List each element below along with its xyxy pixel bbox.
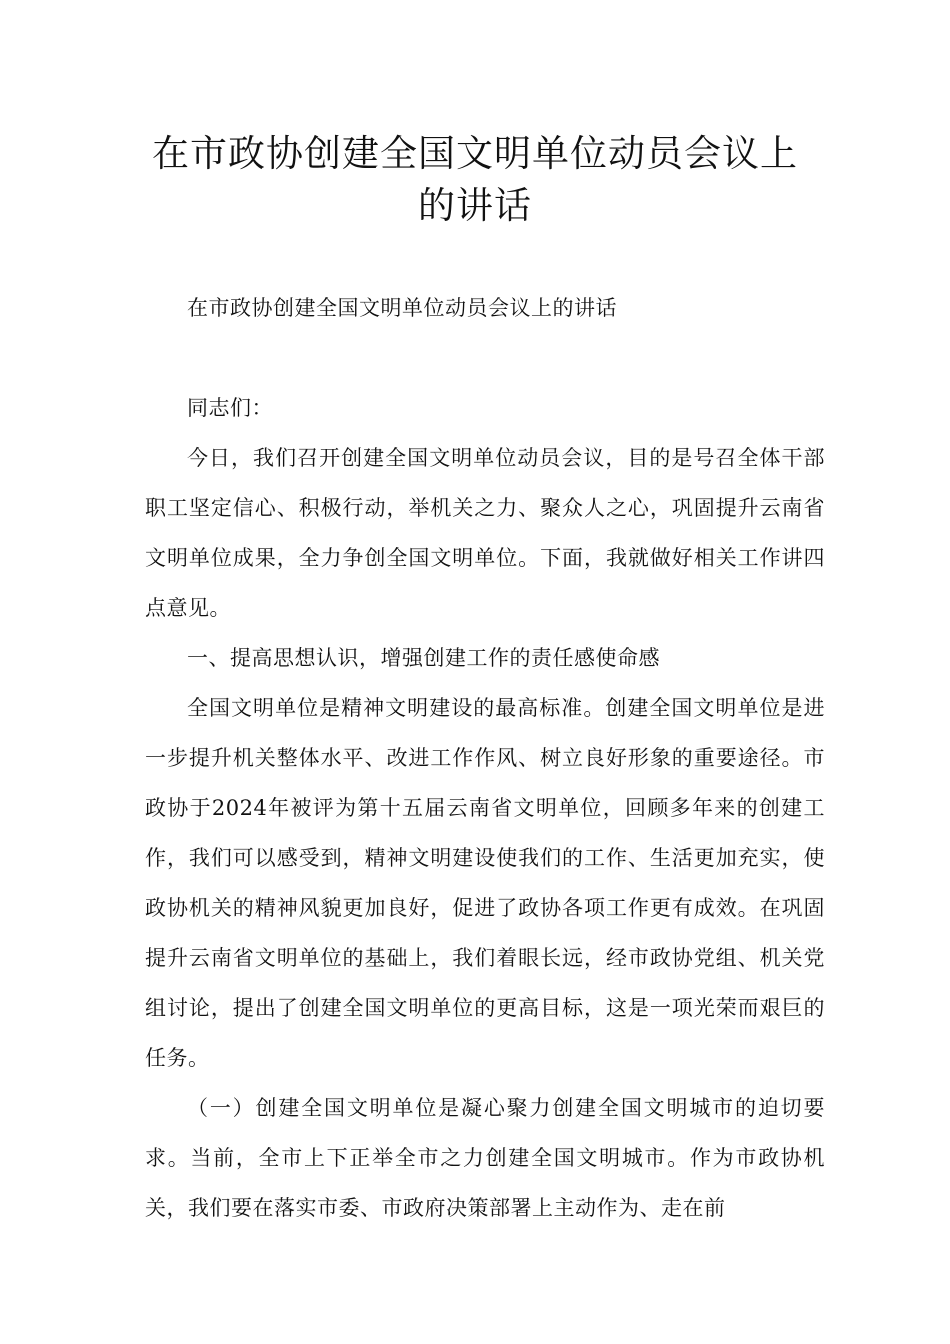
document-subtitle: 在市政协创建全国文明单位动员会议上的讲话 (187, 296, 617, 320)
document-body (145, 283, 825, 1233)
section-heading-1: 一、提高思想认识，增强创建工作的责任感使命感 (187, 646, 660, 670)
document-title (120, 128, 830, 232)
paragraph-intro: 今日，我们召开创建全国文明单位动员会议，目的是号召全体干部职工坚定信心、积极行动，举机关之力、聚众人之心，巩固提升云南省文明单位成果，全力争创全国文明单位。下面，我就做好相关工作讲四点意见。 (145, 446, 825, 620)
document-title-line-1: 在市政协创建全国文明单位动员会议上 (152, 132, 798, 175)
document-title-line-2: 的讲话 (418, 184, 532, 227)
paragraph-section-1: 全国文明单位是精神文明建设的最高标准。创建全国文明单位是进一步提升机关整体水平、改进工作作风、树立良好形象的重要途径。市政协于2024年被评为第十五届云南省文明单位，回顾多年来的创建工作，我们可以感受到，精神文明建设使我们的工作、生活更加充实，使政协机关的精神风貌更加良好，促进了政协各项工作更有成效。在巩固提升云南省文明单位的基础上，我们着眼长远，经市政协党组、机关党组讨论，提出了创建全国文明单位的更高目标，这是一项光荣而艰巨的任务。 (145, 696, 825, 1070)
greeting: 同志们： (187, 396, 273, 420)
paragraph-subsection-1: （一）创建全国文明单位是凝心聚力创建全国文明城市的迫切要求。当前，全市上下正举全市之力创建全国文明城市。作为市政协机关，我们要在落实市委、市政府决策部署上主动作为、走在前 (145, 1096, 825, 1220)
